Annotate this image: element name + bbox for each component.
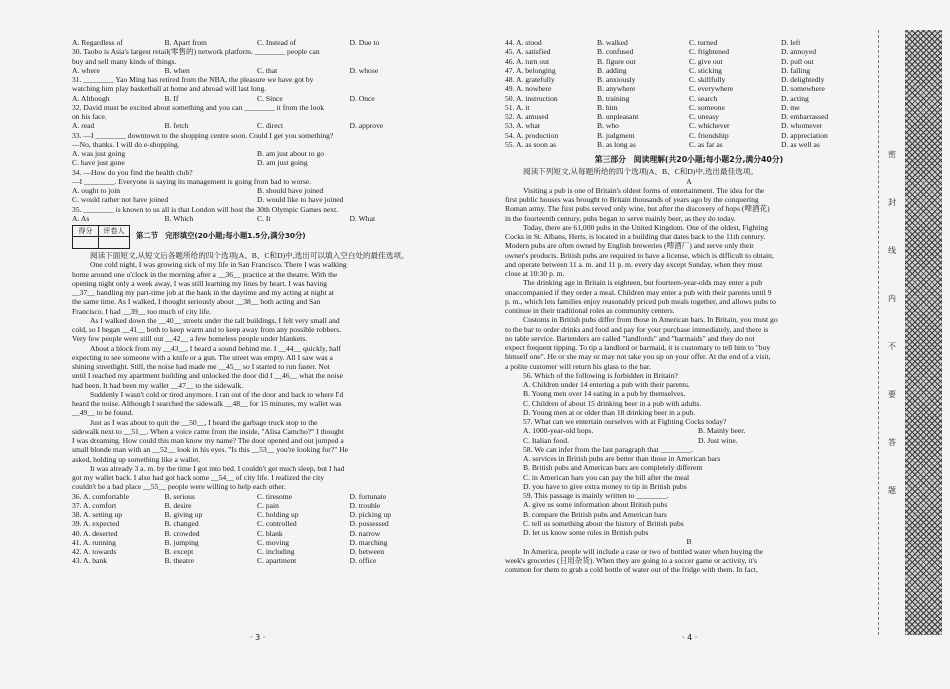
option-choice: C. tiresome: [257, 491, 293, 501]
passage-a-line: A. give us some information about British pubs: [523, 500, 668, 510]
passage-a-line: C. tell us something about the history of British pubs: [523, 518, 684, 528]
option-choice: B. giving up: [164, 510, 203, 519]
cloze-passage-line: Just as I was about to quit the __50__, I heard the garbage truck stop to the: [90, 417, 318, 427]
option-choice: B. Mainly beer.: [698, 426, 746, 436]
option-choice: 52. A. amused: [505, 112, 549, 121]
grammar-options: [72, 149, 442, 158]
cloze-option-row: [72, 510, 442, 519]
cloze-passage-line: As I walked down the __40__ streets under the tall buildings, I felt very small and: [90, 315, 340, 325]
passage-b-line: week's groceries (日用杂货). When they are going to a soccer game or activity, it's: [505, 555, 757, 565]
option-choice: D. would like to have joined: [257, 195, 344, 205]
passage-a-line: B. British pubs and American bars are completely different: [523, 463, 703, 473]
section2-header: [72, 225, 442, 249]
grammar-line: buy and sell many kinds of things.: [72, 56, 177, 66]
passage-a-line: D. Young men at or older than 18 drinking beer in a pub.: [523, 407, 696, 417]
option-choice: D. me: [781, 102, 800, 112]
score-box-blank[interactable]: [73, 237, 99, 248]
cloze-option-row: [505, 140, 873, 149]
passage-a-line: D. let us know some rules in British pubs: [523, 528, 649, 537]
option-choice: B. training: [597, 93, 630, 103]
cloze-option-row: [505, 94, 873, 103]
option-choice: C. sticking: [689, 65, 722, 75]
seal-char: 密: [888, 150, 896, 159]
reading-passage-a: [505, 186, 873, 538]
grammar-line: —No, thanks. I will do e-shopping.: [72, 139, 180, 149]
cloze-passage-line: home around one o'clock in the morning after a __36__ practice at the theatre. With the: [72, 269, 338, 279]
option-choice: D. am just going: [257, 158, 308, 168]
option-choice: C. holding up: [257, 510, 299, 519]
option-choice: C. turned: [689, 38, 718, 47]
passage-b-line: In America, people will include a case or two of bottled water when buying the: [523, 546, 764, 556]
cloze-passage-line: small blonde man with an __52__ look in his eyes. "Is this __53__ you're looking for?" He: [72, 445, 349, 455]
option-choice: B. walked: [597, 38, 628, 47]
cloze-option-row: [505, 47, 873, 56]
option-choice: 38. A. setting up: [72, 510, 122, 519]
option-choice: 53. A. what: [505, 121, 541, 131]
passage-a-line: 59. This passage is mainly written to ________.: [523, 491, 669, 500]
option-choice: 55. A. as soon as: [505, 139, 557, 149]
cloze-passage-line: expecting to see someone with a knife or a gun. The street was empty. All I saw was a: [72, 352, 333, 362]
cloze-passage-line: About a block from my __43__, I heard a sound behind me. I __44__ quickly, half: [90, 343, 341, 353]
cloze-option-row: [505, 38, 873, 47]
option-choice: B. figure out: [597, 56, 636, 66]
passage-a-line: 56. Which of the following is forbidden in Britain?: [523, 370, 678, 380]
cloze-passage-line: the same time. As I walked, I thought seriously about __38__ both acting and San: [72, 297, 321, 307]
option-choice: C. including: [257, 547, 295, 556]
score-box-label: 得分: [73, 226, 99, 237]
option-choice: D. marching: [349, 537, 388, 547]
option-choice: B. desire: [164, 500, 192, 510]
option-choice: B. who: [597, 121, 619, 131]
option-choice: C. everywhere: [689, 84, 734, 94]
grammar-line: 31. ________ Yao Ming has retired from the NBA, the pleasure we have got by: [72, 75, 314, 84]
option-choice: 39. A. expected: [72, 519, 120, 529]
passage-a-line: himself one". He or she may or may not take you up on your offer. At the end of a visit,: [505, 352, 771, 362]
reading-passage-b: [505, 547, 873, 575]
option-choice: 41. A. running: [72, 537, 116, 547]
option-choice: C. as far as: [689, 139, 723, 149]
passage-a-line: close at 10:30 p. m.: [505, 269, 565, 278]
option-choice: B. am just about to go: [257, 149, 325, 158]
option-choice: D. pull out: [781, 56, 814, 66]
option-choice: 51. A. it: [505, 102, 530, 112]
option-choice: C. search: [689, 93, 718, 103]
option-choice: B. judgment: [597, 130, 635, 140]
option-choice: 44. A. stood: [505, 38, 542, 47]
option-choice: B. serious: [164, 491, 195, 501]
option-choice: C. Instead of: [257, 38, 297, 47]
cloze-passage: [72, 260, 442, 491]
option-choice: 45. A. satisfied: [505, 47, 551, 57]
option-choice: A. read: [72, 121, 95, 131]
part3-instruction: 阅读下列短文,从每题所给的四个选项(A、B、C和D)中,选出最佳选项。: [523, 167, 758, 177]
option-choice: C. pain: [257, 500, 279, 510]
passage-a-options: [505, 426, 873, 435]
cloze-option-row: [72, 501, 442, 510]
cloze-passage-line: Suddenly I wasn't cold or tired anymore. I ran out of the door and back to where I'd: [90, 389, 344, 399]
option-choice: A. 1000-year-old hops.: [523, 426, 594, 436]
option-choice: C. have just gone: [72, 158, 125, 168]
grammar-options: [72, 186, 442, 195]
option-choice: C. that: [257, 65, 278, 75]
option-choice: 42. A. towards: [72, 547, 117, 556]
binding-margin-pattern: [905, 30, 942, 635]
cloze-option-row: [505, 103, 873, 112]
option-choice: D. acting: [781, 93, 809, 103]
cloze-passage-line: got my wallet back. I also had got back some __54__ of city life. I realized the city: [72, 473, 324, 482]
cloze-option-row: [72, 547, 442, 556]
passage-a-line: to the bar to order drinks and food and pay for your purchase immediately, and there is: [505, 324, 769, 334]
option-choice: 40. A. deserted: [72, 528, 118, 538]
cloze-option-row: [505, 112, 873, 121]
option-choice: C. apartment: [257, 556, 297, 566]
cloze-option-row: [72, 556, 442, 565]
passage-a-options: [505, 436, 873, 445]
option-choice: D. annoyed: [781, 47, 817, 57]
cloze-passage-line: couldn't be a bad place __55__ people were willing to help each other.: [72, 482, 286, 492]
option-choice: C. frightened: [689, 47, 730, 57]
passage-a-line: a polite customer will return his glass to the bar.: [505, 361, 651, 371]
option-choice: D. office: [349, 556, 377, 566]
option-choice: D. trouble: [349, 500, 381, 510]
option-choice: D. between: [349, 547, 385, 556]
seal-char: 题: [888, 486, 896, 495]
option-choice: D. Due to: [349, 38, 380, 47]
passage-a-line: first public houses was brought to Britain thousands of years ago by the conquering: [505, 195, 759, 204]
option-choice: D. possessed: [349, 519, 389, 529]
grader-box-label: 评卷人: [99, 226, 129, 237]
cloze-passage-line: opening night only a week away, I was still learning my lines by heart. I was having: [72, 278, 328, 288]
passage-a-line: C. Children of about 15 drinking beer in a pub with adults.: [523, 398, 702, 408]
seal-char: 封: [888, 198, 896, 207]
option-choice: B. except: [164, 547, 194, 556]
option-choice: C. friendship: [689, 130, 729, 140]
option-choice: C. someone: [689, 102, 725, 112]
option-choice: C. would rather not have joined: [72, 195, 169, 205]
option-choice: B. jumping: [164, 537, 199, 547]
seal-char: 要: [888, 390, 896, 399]
grammar-options: [72, 66, 442, 75]
passage-a-line: Cocks in St. Albans, Herts, is located in a building that dates back to the 11th century.: [505, 232, 766, 241]
option-choice: D. left: [781, 38, 801, 47]
option-choice: C. give out: [689, 56, 723, 66]
grammar-options: [72, 121, 442, 130]
cloze-options-continued: [505, 38, 873, 149]
option-choice: B. If: [164, 93, 179, 103]
option-choice: B. fetch: [164, 121, 189, 131]
grader-box-blank[interactable]: [99, 237, 129, 248]
cloze-passage-line: It was already 3 a. m. by the time I got into bed. I couldn't get much sleep, but I had: [90, 463, 345, 473]
passage-a-line: C. in American bars you can pay the bill after the meal: [523, 472, 690, 482]
option-choice: D. appreciation: [781, 130, 828, 140]
option-choice: A. Regardless of: [72, 38, 123, 47]
grammar-line: on his face.: [72, 112, 107, 121]
option-choice: 54. A. production: [505, 130, 559, 140]
option-choice: C. controlled: [257, 519, 297, 529]
cloze-passage-line: sidewalk next to __51__. When a voice came from the inside, "Alisa Camcho?" I thought: [72, 426, 344, 436]
passage-a-line: Visiting a pub is one of Britain's oldest forms of entertainment. The idea for the: [523, 185, 765, 195]
cloze-option-row: [72, 492, 442, 501]
option-choice: 50. A. instruction: [505, 93, 558, 103]
option-choice: C. direct: [257, 121, 284, 131]
seal-char: 不: [888, 342, 896, 351]
passage-a-line: expect frequent tipping. To tip a landlord or barmaid, it is customary to tell him to "buy: [505, 343, 771, 352]
option-choice: B. Apart from: [164, 38, 207, 47]
option-choice: B. crowded: [164, 528, 200, 538]
passage-a-line: unaccompanied if they order a meal. Children may enter a pub with their parents until 9: [505, 287, 772, 297]
part3-title: 第三部分 阅读理解(共20小题;每小题2分,满分40分): [594, 155, 784, 164]
passage-a-line: Today, there are 61,000 pubs in the United Kingdom. One of the oldest, Fighting: [523, 222, 769, 232]
cloze-passage-line: One cold night, I was growing sick of my life in San Francisco. There I was walking: [90, 260, 347, 270]
page-number-left: · 3 ·: [250, 633, 266, 642]
cloze-passage-line: heard the noise. Although I searched the sidewalk __48__ for 15 minutes, my wallet was: [72, 399, 342, 408]
option-choice: B. anywhere: [597, 84, 636, 94]
option-choice: D. whomever: [781, 121, 823, 131]
grammar-line: 34. —How do you find the health club?: [72, 167, 193, 177]
option-choice: B. adding: [597, 65, 627, 75]
cloze-passage-line: cold, so I began __41__ both to keep warm and to keep away from any possible robbers.: [72, 325, 342, 334]
grammar-options: [72, 214, 442, 223]
option-choice: 43. A. bank: [72, 556, 108, 566]
passage-a-line: A. Children under 14 entering a pub with their parents.: [523, 380, 690, 389]
passage-a-line: 58. We can infer from the last paragraph that ________.: [523, 444, 693, 454]
option-choice: D. fortunate: [349, 491, 387, 501]
grammar-line: —I ________. Everyone is saying its management is going from bad to worse.: [72, 176, 312, 186]
grammar-options: [72, 38, 442, 47]
cloze-passage-line: until I reached my apartment building and unlocked the door did I __46__ what the noise: [72, 371, 343, 381]
option-choice: C. uneasy: [689, 112, 719, 121]
passage-a-line: owner's products. British pubs are required to have a license, which is difficult to obtain,: [505, 250, 774, 260]
grammar-options: [72, 195, 442, 204]
option-choice: 37. A. comfort: [72, 500, 117, 510]
seal-char: 线: [888, 246, 896, 255]
option-choice: 47. A. belonging: [505, 65, 556, 75]
option-choice: C. skillfully: [689, 75, 726, 84]
cloze-option-row: [505, 66, 873, 75]
option-choice: D. picking up: [349, 510, 392, 519]
grammar-line: 35. ________ is known to us all is that London will host the 30th Olympic Games next.: [72, 204, 339, 214]
cloze-passage-line: shining streetlight. Still, the noise had made me __45__ so I started to run faster. Not: [72, 362, 330, 371]
passage-b-line: common for them to grab a cold bottle of water out of the fridge with them. In fact,: [505, 565, 758, 574]
passage-a-line: and operate between 11 a. m. and 11 p. m. every day except Sunday, when they must: [505, 259, 763, 269]
cloze-option-row: [72, 519, 442, 528]
passage-a-line: B. Young men over 14 eating in a pub by themselves.: [523, 389, 686, 399]
cloze-passage-line: Francisco. I had __39__ too much of city life.: [72, 306, 212, 316]
option-choice: A. where: [72, 65, 100, 75]
seal-line-strip: [878, 30, 906, 635]
section2-title: 第二节 完形填空(20小题;每小题1.5分,满分30分): [136, 231, 306, 240]
option-choice: D. Just wine.: [698, 435, 738, 445]
passage-a-line: D. you have to give extra money to tip in British pubs: [523, 481, 687, 491]
option-choice: 46. A. turn out: [505, 56, 550, 66]
option-choice: B. anxiously: [597, 75, 636, 84]
option-choice: C. blank: [257, 528, 283, 538]
option-choice: D. What: [349, 213, 376, 223]
passage-a-line: Roman army. The first pubs served only wine, but after the discovery of hops (啤酒花): [505, 204, 770, 214]
grammar-questions: [72, 38, 442, 223]
passage-a-line: B. compare the British pubs and American bars: [523, 509, 667, 519]
grammar-line: 30. Taobo is Asia's largest retail(零售的) network platform. ________ people can: [72, 47, 320, 57]
cloze-option-row: [505, 84, 873, 93]
passage-a-line: Customs in British pubs differ from those in American bars. In Britain, you must go: [523, 315, 778, 325]
option-choice: B. should have joined: [257, 186, 324, 195]
option-choice: C. Since: [257, 93, 283, 103]
cloze-passage-line: Very few people were still out __42__ a few homeless people under blankets.: [72, 334, 308, 344]
grammar-line: 32. David must be excited about something and you can ________ it from the look: [72, 102, 325, 112]
seal-char: 答: [888, 438, 896, 447]
option-choice: B. Which: [164, 213, 194, 223]
section2-instruction: 阅读下面短文,从短文后各题所给的四个选项(A、B、C和D)中,选出可以填入空白处的最佳选项。: [90, 251, 409, 260]
cloze-passage-line: __37__ handling my part-time job at the bank in the daytime and my acting at night at: [72, 288, 334, 297]
passage-a-line: Modern pubs are often owned by English breweries (啤酒厂) and serve only their: [505, 241, 754, 251]
passage-a-line: in the fourteenth century, pubs began to serve mainly beer, as they do today.: [505, 213, 736, 223]
option-choice: A. was just going: [72, 149, 126, 158]
passage-a-label: A: [686, 176, 692, 186]
option-choice: C. It: [257, 213, 271, 223]
option-choice: D. as well as: [781, 139, 820, 149]
option-choice: B. changed: [164, 519, 199, 529]
passage-a-line: no table service. Bartenders are called "landlords" and "barmaids" and they do not: [505, 333, 755, 343]
option-choice: B. when: [164, 65, 190, 75]
cloze-option-row: [505, 75, 873, 84]
option-choice: D. embarrassed: [781, 112, 829, 121]
seal-char: 内: [888, 294, 896, 303]
option-choice: D. delightedly: [781, 75, 825, 84]
option-choice: B. as long as: [597, 139, 636, 149]
option-choice: D. narrow: [349, 528, 381, 538]
passage-a-line: The drinking age in Britain is eighteen, but fourteen-year-olds may enter a pub: [523, 278, 763, 288]
passage-a-line: p. m., which lets families enjoy reasonably priced pub meals together, and allows pubs to: [505, 296, 776, 306]
cloze-option-row: [72, 538, 442, 547]
option-choice: B. confused: [597, 47, 634, 57]
option-choice: D. whose: [349, 65, 379, 75]
cloze-option-row: [505, 121, 873, 130]
score-box: [72, 225, 130, 249]
cloze-passage-line: asked, holding up something like a wallet.: [72, 454, 201, 464]
cloze-passage-line: I was dreaming. How could this man know my name? The door opened and out jumped a: [72, 436, 344, 445]
left-column: [72, 38, 442, 566]
passage-a-line: continue in their traditional roles as community centers.: [505, 306, 675, 315]
cloze-passage-line: had been. It had been my wallet __47__ to the sidewalk.: [72, 380, 244, 390]
option-choice: C. whichever: [689, 121, 730, 131]
option-choice: D. approve: [349, 121, 384, 131]
option-choice: 49. A. nowhere: [505, 84, 552, 94]
cloze-option-row: [505, 57, 873, 66]
option-choice: A. ought to join: [72, 186, 121, 195]
option-choice: A. As: [72, 213, 90, 223]
passage-b-label: B: [686, 537, 692, 547]
grammar-options: [72, 158, 442, 167]
option-choice: B. him: [597, 102, 618, 112]
option-choice: 48. A. gratefully: [505, 75, 555, 84]
grammar-options: [72, 94, 442, 103]
option-choice: D. somewhere: [781, 84, 825, 94]
option-choice: C. moving: [257, 537, 290, 547]
right-column: [505, 38, 873, 574]
option-choice: D. falling: [781, 65, 811, 75]
option-choice: B. theatre: [164, 556, 195, 566]
option-choice: 36. A. comfortable: [72, 491, 129, 501]
passage-a-line: 57. What can we entertain ourselves with at Fighting Cocks today?: [523, 417, 727, 426]
option-choice: C. Italian food.: [523, 435, 569, 445]
grammar-line: 33. —I ________ downtown to the shopping centre soon. Could I get you something?: [72, 130, 334, 140]
option-choice: B. unpleasant: [597, 112, 639, 121]
option-choice: D. Once: [349, 93, 375, 103]
cloze-options: [72, 492, 442, 566]
cloze-option-row: [72, 529, 442, 538]
cloze-passage-line: __49__ to be found.: [72, 408, 134, 418]
passage-a-line: A. services in British pubs are better than those in American bars: [523, 454, 721, 463]
grammar-line: watching him play basketball at home and abroad will last long.: [72, 84, 267, 94]
cloze-option-row: [505, 131, 873, 140]
option-choice: A. Although: [72, 93, 110, 103]
page-number-right: · 4 ·: [682, 633, 698, 642]
